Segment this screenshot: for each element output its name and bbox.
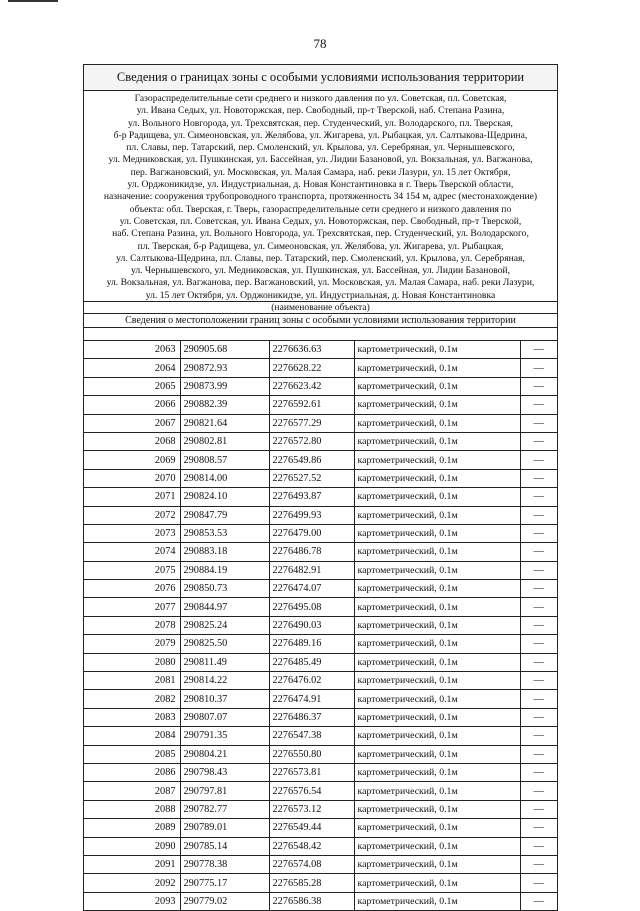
empty-cell-dash: — (520, 543, 557, 561)
determination-method: картометрический, 0.1м (354, 616, 520, 634)
coord-x: 2276549.44 (269, 819, 354, 837)
determination-method: картометрический, 0.1м (354, 524, 520, 542)
coord-x: 2276576.54 (269, 782, 354, 800)
determination-method: картометрический, 0.1м (354, 543, 520, 561)
point-number: 2086 (84, 763, 180, 781)
coord-y: 290775.17 (180, 874, 269, 892)
description-line: ул. Медниковская, ул. Пушкинская, ул. Бассейная, ул. Лидии Базановой, ул. Вокзальная, ул. Вагжанова, (108, 154, 533, 166)
point-number: 2068 (84, 432, 180, 450)
coord-x: 2276623.42 (269, 377, 354, 395)
coord-x: 2276499.93 (269, 506, 354, 524)
description-line: ул. 15 лет Октября, ул. Орджоникидзе, ул. Индустриальная, д. Новая Константиновка (145, 289, 496, 301)
table-row (84, 469, 557, 487)
coord-y: 290905.68 (180, 341, 269, 359)
point-number: 2071 (84, 488, 180, 506)
empty-cell-dash: — (520, 341, 557, 359)
coord-x: 2276592.61 (269, 396, 354, 414)
point-number: 2076 (84, 580, 180, 598)
table-row (84, 782, 557, 800)
determination-method: картометрический, 0.1м (354, 837, 520, 855)
coord-x: 2276486.78 (269, 543, 354, 561)
determination-method: картометрический, 0.1м (354, 432, 520, 450)
description-line: ул. Вокзальная, ул. Вагжанова, пер. Вагжановский, ул. Московская, ул. Малая Самара, наб. реки Лазури, (106, 277, 535, 289)
coord-x: 2276573.81 (269, 763, 354, 781)
determination-method: картометрический, 0.1м (354, 672, 520, 690)
determination-method: картометрический, 0.1м (354, 598, 520, 616)
coord-x: 2276628.22 (269, 359, 354, 377)
coord-y: 290791.35 (180, 727, 269, 745)
coord-y: 290825.24 (180, 616, 269, 634)
point-number: 2069 (84, 451, 180, 469)
table-row (84, 432, 557, 450)
determination-method: картометрический, 0.1м (354, 892, 520, 910)
empty-cell-dash: — (533, 895, 544, 907)
coord-x: 2276482.91 (269, 561, 354, 579)
description-line: ул. Ивана Седых, ул. Новоторжская, пер. Свободный, пр-т Тверской, наб. Степана Разина, (136, 105, 505, 117)
empty-cell-dash: — (520, 616, 557, 634)
table-header-spacer (84, 328, 557, 341)
page-number: 78 (313, 36, 327, 51)
point-number: 2073 (84, 524, 180, 542)
determination-method: картометрический, 0.1м (354, 855, 520, 873)
empty-cell-dash: — (520, 506, 557, 524)
description-line: б-р Радищева, ул. Симеоновская, ул. Желябова, ул. Жигарева, ул. Рыбацкая, ул. Салтыкова-Щедрина, (113, 129, 528, 141)
coord-y: 290811.49 (180, 653, 269, 671)
coord-y: 290847.79 (180, 506, 269, 524)
point-number: 2067 (84, 414, 180, 432)
coord-y: 290778.38 (180, 855, 269, 873)
determination-method: картометрический, 0.1м (354, 451, 520, 469)
scan-edge-mark (8, 0, 58, 2)
table-row (84, 341, 557, 359)
table-row (84, 451, 557, 469)
empty-cell-dash: — (520, 708, 557, 726)
coord-y: 290779.02 (180, 892, 269, 910)
determination-method: картометрический, 0.1м (354, 782, 520, 800)
table-row (84, 635, 557, 653)
determination-method: картометрический, 0.1м (354, 874, 520, 892)
point-number: 2074 (84, 543, 180, 561)
empty-cell-dash: — (520, 469, 557, 487)
coord-y: 290804.21 (180, 745, 269, 763)
empty-cell-dash: — (520, 727, 557, 745)
point-number: 2082 (84, 690, 180, 708)
coord-y: 290853.53 (180, 524, 269, 542)
empty-cell-dash: — (520, 855, 557, 873)
empty-cell-dash: — (520, 635, 557, 653)
coord-y: 290884.19 (180, 561, 269, 579)
table-row (84, 377, 557, 395)
determination-method: картометрический, 0.1м (354, 488, 520, 506)
description-line: наб. Степана Разина, ул. Вольного Новгорода, ул. Трехсвятская, пер. Студенческий, ул. Володарского, (112, 228, 529, 240)
determination-method: картометрический, 0.1м (354, 763, 520, 781)
table-row (84, 580, 557, 598)
coord-x: 2276573.12 (269, 800, 354, 818)
coord-y: 290785.14 (180, 837, 269, 855)
empty-cell-dash: — (520, 800, 557, 818)
point-number: 2092 (84, 874, 180, 892)
determination-method: картометрический, 0.1м (354, 745, 520, 763)
determination-method: картометрический, 0.1м (354, 396, 520, 414)
table-row (84, 524, 557, 542)
determination-method: картометрический, 0.1м (354, 727, 520, 745)
point-number: 2072 (84, 506, 180, 524)
coord-x: 2276574.08 (269, 855, 354, 873)
determination-method: картометрический, 0.1м (354, 635, 520, 653)
form-title: Сведения о границах зоны с особыми условиями использования территории (84, 65, 557, 91)
coord-x: 2276490.03 (269, 616, 354, 634)
determination-method: картометрический, 0.1м (354, 580, 520, 598)
determination-method: картометрический, 0.1м (354, 377, 520, 395)
coord-x: 2276586.38 (269, 892, 354, 910)
point-number: 2089 (84, 819, 180, 837)
coord-y: 290883.18 (180, 543, 269, 561)
empty-cell-dash: — (520, 819, 557, 837)
empty-cell-dash: — (520, 874, 557, 892)
empty-cell-dash: — (520, 745, 557, 763)
coord-x: 2276550.80 (269, 745, 354, 763)
coord-x: 2276572.80 (269, 432, 354, 450)
table-row (84, 745, 557, 763)
coord-y: 290821.64 (180, 414, 269, 432)
determination-method: картометрический, 0.1м (354, 469, 520, 487)
coord-x: 2276489.16 (269, 635, 354, 653)
table-row (84, 359, 557, 377)
empty-cell-dash: — (520, 396, 557, 414)
coord-y: 290844.97 (180, 598, 269, 616)
empty-cell-dash: — (520, 653, 557, 671)
coord-y: 290808.57 (180, 451, 269, 469)
table-row (84, 414, 557, 432)
empty-cell-dash: — (520, 672, 557, 690)
coord-y: 290814.22 (180, 672, 269, 690)
coord-x: 2276474.07 (269, 580, 354, 598)
coord-x: 2276636.63 (269, 341, 354, 359)
table-row (84, 561, 557, 579)
description-line: ул. Вольного Новгорода, ул. Трехсвятская, пер. Студенческий, ул. Володарского, пл. Тверская, (128, 117, 513, 129)
description-line: объекта: обл. Тверская, г. Тверь, газораспределительные сети среднего и низкого давления по (129, 203, 512, 215)
description-line: пл. Славы, пер. Татарский, пер. Смоленский, ул. Крылова, ул. Серебряная, ул. Чернышевского, (126, 142, 515, 154)
point-number: 2070 (84, 469, 180, 487)
point-number: 2088 (84, 800, 180, 818)
coord-y: 290814.00 (180, 469, 269, 487)
object-name-caption: (наименование объекта) (84, 302, 557, 314)
point-number: 2064 (84, 359, 180, 377)
coord-x: 2276495.08 (269, 598, 354, 616)
coordinates-table (84, 341, 557, 910)
description-line: назначение: сооружения трубопроводного транспорта, протяженность 34 154 м, адрес (местонахождение) (103, 191, 538, 203)
coord-x: 2276486.37 (269, 708, 354, 726)
table-row (84, 819, 557, 837)
coord-x: 2276527.52 (269, 469, 354, 487)
description-line: ул. Салтыкова-Щедрина, пл. Славы, пер. Татарский, пер. Смоленский, ул. Крылова, ул. Серебряная, (116, 252, 525, 264)
point-number: 2083 (84, 708, 180, 726)
point-number: 2065 (84, 377, 180, 395)
empty-cell-dash: — (520, 561, 557, 579)
table-row (84, 892, 557, 910)
point-number: 2079 (84, 635, 180, 653)
description-line: пл. Тверская, б-р Радищева, ул. Симеоновская, ул. Желябова, ул. Жигарева, ул. Рыбацкая, (137, 240, 504, 252)
point-number: 2081 (84, 672, 180, 690)
table-row (84, 837, 557, 855)
table-row (84, 874, 557, 892)
determination-method: картометрический, 0.1м (354, 506, 520, 524)
empty-cell-dash: — (520, 432, 557, 450)
coord-y: 290850.73 (180, 580, 269, 598)
description-line: Газораспределительные сети среднего и низкого давления по ул. Советская, пл. Советская, (134, 93, 507, 104)
description-line: пер. Вагжановский, ул. Московская, ул. Малая Самара, наб. реки Лазури, ул. 15 лет Октября, (130, 166, 511, 178)
coord-x: 2276485.49 (269, 653, 354, 671)
coord-x: 2276548.42 (269, 837, 354, 855)
empty-cell-dash: — (520, 782, 557, 800)
point-number: 2075 (84, 561, 180, 579)
coord-x: 2276479.00 (269, 524, 354, 542)
table-row (84, 727, 557, 745)
point-number: 2087 (84, 782, 180, 800)
coord-y: 290824.10 (180, 488, 269, 506)
coord-y: 290798.43 (180, 763, 269, 781)
location-caption: Сведения о местоположении границ зоны с особыми условиями использования территории (84, 314, 557, 328)
point-number: 2084 (84, 727, 180, 745)
point-number: 2077 (84, 598, 180, 616)
description-line: ул. Орджоникидзе, ул. Индустриальная, д. Новая Константиновка в г. Тверь Тверской области, (127, 179, 514, 191)
coord-y: 290882.39 (180, 396, 269, 414)
coord-y: 290873.99 (180, 377, 269, 395)
coord-y: 290810.37 (180, 690, 269, 708)
determination-method: картометрический, 0.1м (354, 800, 520, 818)
determination-method: картометрический, 0.1м (354, 561, 520, 579)
empty-cell-dash: — (520, 580, 557, 598)
description-line: ул. Советская, пл. Советская, ул. Ивана Седых, ул. Новоторжская, пер. Свободный, пр-т Тверской, (119, 215, 522, 227)
determination-method: картометрический, 0.1м (354, 341, 520, 359)
coord-x: 2276585.28 (269, 874, 354, 892)
empty-cell-dash: — (520, 690, 557, 708)
table-row (84, 653, 557, 671)
determination-method: картометрический, 0.1м (354, 819, 520, 837)
coord-x: 2276476.02 (269, 672, 354, 690)
coord-x: 2276493.87 (269, 488, 354, 506)
coord-y: 290872.93 (180, 359, 269, 377)
table-row (84, 543, 557, 561)
table-row (84, 690, 557, 708)
coord-x: 2276549.86 (269, 451, 354, 469)
empty-cell-dash: — (520, 451, 557, 469)
empty-cell-dash: — (520, 488, 557, 506)
table-row (84, 672, 557, 690)
coord-y: 290782.77 (180, 800, 269, 818)
zone-boundary-form (83, 64, 558, 911)
table-row (84, 708, 557, 726)
point-number: 2093 (84, 892, 180, 910)
coord-y: 290797.81 (180, 782, 269, 800)
determination-method: картометрический, 0.1м (354, 708, 520, 726)
table-row (84, 800, 557, 818)
empty-cell-dash: — (520, 524, 557, 542)
point-number: 2090 (84, 837, 180, 855)
point-number: 2091 (84, 855, 180, 873)
coord-y: 290802.81 (180, 432, 269, 450)
table-row (84, 598, 557, 616)
table-row (84, 488, 557, 506)
determination-method: картометрический, 0.1м (354, 414, 520, 432)
empty-cell-dash: — (520, 763, 557, 781)
point-number: 2085 (84, 745, 180, 763)
point-number: 2063 (84, 341, 180, 359)
coord-x: 2276577.29 (269, 414, 354, 432)
empty-cell-dash: — (520, 377, 557, 395)
empty-cell-dash: — (520, 359, 557, 377)
table-row (84, 855, 557, 873)
coord-y: 290825.50 (180, 635, 269, 653)
coord-x: 2276547.38 (269, 727, 354, 745)
determination-method: картометрический, 0.1м (354, 359, 520, 377)
table-row (84, 616, 557, 634)
coord-y: 290789.01 (180, 819, 269, 837)
point-number: 2078 (84, 616, 180, 634)
coord-y: 290807.07 (180, 708, 269, 726)
table-row (84, 506, 557, 524)
coord-x: 2276474.91 (269, 690, 354, 708)
determination-method: картометрический, 0.1м (354, 653, 520, 671)
determination-method: картометрический, 0.1м (354, 690, 520, 708)
point-number: 2080 (84, 653, 180, 671)
table-row (84, 763, 557, 781)
empty-cell-dash: — (520, 837, 557, 855)
table-row (84, 396, 557, 414)
point-number: 2066 (84, 396, 180, 414)
description-line: ул. Чернышевского, ул. Медниковская, ул. Пушкинская, ул. Бассейная, ул. Лидии Базановой, (130, 265, 511, 277)
empty-cell-dash: — (520, 414, 557, 432)
empty-cell-dash: — (520, 598, 557, 616)
object-description (84, 91, 557, 302)
